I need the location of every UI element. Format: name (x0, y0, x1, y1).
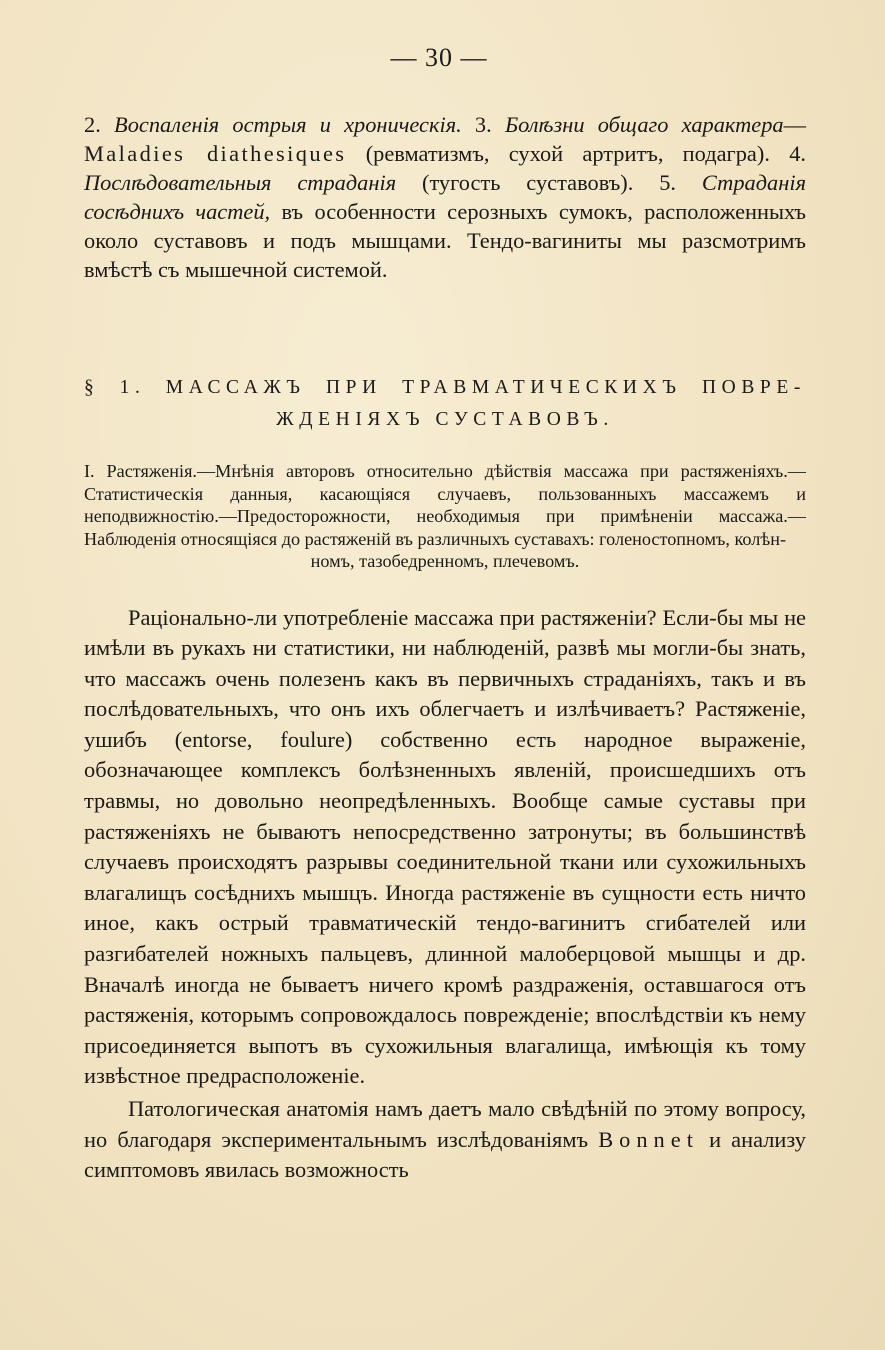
book-page (84, 40, 806, 1186)
author-name: Bonnet (598, 1126, 699, 1152)
item-3-title: Болѣзни общаго характера (504, 112, 784, 137)
item-2-number: 2. (84, 112, 101, 137)
body-paragraph-1-part-b: собственно есть народное выраженіе, обозначающее комплексъ болѣзненныхъ явленій, происшедшихъ отъ травмы, но довольно неопредѣленныхъ. Вообще самые суставы при растяженіяхъ не бываютъ непосредственно затронуты; въ большинствѣ случаевъ происходятъ разрывы соединительной ткани или сухожильныхъ влагалищъ сосѣднихъ мышцъ. Иногда растяженіе въ сущности есть ничто иное, какъ острый травматическій тендо-вагинитъ сгибателей или разгибателей ножныхъ пальцевъ, длинной малоберцовой мышцы и др. Вначалѣ иногда не бываетъ ничего кромѣ раздраженія, оставшагося отъ растяженія, которымъ сопровождалось поврежденіе; впослѣдствіи къ нему присоединяется выпотъ въ сухожильныя влагалища, имѣющія къ тому извѣстное предрасположеніе. (84, 726, 806, 1089)
body-paragraph-2-part-a: Патологическая анатомія намъ даетъ мало свѣдѣній по этому вопросу, но благодаря экспериментальнымъ изслѣдованіямъ (84, 1096, 806, 1152)
item-3-number: 3. (474, 112, 492, 137)
item-4-number: 4. (789, 141, 806, 166)
section-summary-last-line: номъ, тазобедренномъ, плечевомъ. (310, 551, 580, 571)
body-paragraph-2 (84, 1094, 806, 1186)
body-text (84, 603, 806, 1186)
item-5-note: въ особенности серозныхъ сумокъ, расположенныхъ около суставовъ и подъ мышцами. Тендо-вагиниты мы разсмотримъ вмѣстѣ съ мышечной системой. (84, 199, 806, 282)
body-paragraph-1 (84, 603, 806, 1093)
intro-paragraph (84, 110, 806, 284)
item-4-title: Послѣдовательныя страданія (84, 170, 397, 195)
section-heading-line-2: ЖДЕНІЯХЪ СУСТАВОВЪ. (276, 409, 614, 430)
page-number: — 30 — (390, 43, 488, 72)
item-5-title: Страданія сосѣднихъ частей, (84, 170, 806, 224)
item-3-note: (ревматизмъ, сухой артритъ, подагра). (365, 141, 770, 166)
item-2-title: Воспаленія острыя и хроническія. (114, 112, 462, 137)
section-summary (84, 460, 806, 573)
item-5-number: 5. (659, 170, 677, 195)
body-paragraph-2-part-b: и анализу симптомовъ явилась возможность (84, 1126, 806, 1183)
section-summary-text: I. Растяженія.—Мнѣнія авторовъ относительно дѣйствія массажа при растяженіяхъ.—Статистическія данныя, касающіяся случаевъ, пользованныхъ массажемъ и неподвижностію.—Предосторожности, необходимыя при примѣненіи массажа.—Наблюденія относящіяся до растяженій въ различныхъ суставахъ: голеностопномъ, колѣн- (84, 461, 806, 549)
section-heading-line-1: § 1. МАССАЖЪ ПРИ ТРАВМАТИЧЕСКИХЪ ПОВРЕ- (84, 377, 806, 398)
item-4-note: (тугость суставовъ). (421, 170, 634, 195)
body-paragraph-1-part-a: Раціонально-ли употребленіе массажа при растяженіи? Если-бы мы не имѣли въ рукахъ ни статистики, ни наблюденій, развѣ мы могли-бы знать, что массажъ очень полезенъ какъ въ первичныхъ страданіяхъ, такъ и въ послѣдовательныхъ, что онъ ихъ облегчаетъ и излѣчиваетъ? Растяженіе, ушибъ (84, 604, 806, 752)
french-term: (entorse, foulure) (174, 726, 353, 752)
section-heading (84, 372, 806, 436)
item-3-french-term: Maladies diathesiques (84, 141, 347, 166)
item-3-dash: — (783, 112, 806, 137)
